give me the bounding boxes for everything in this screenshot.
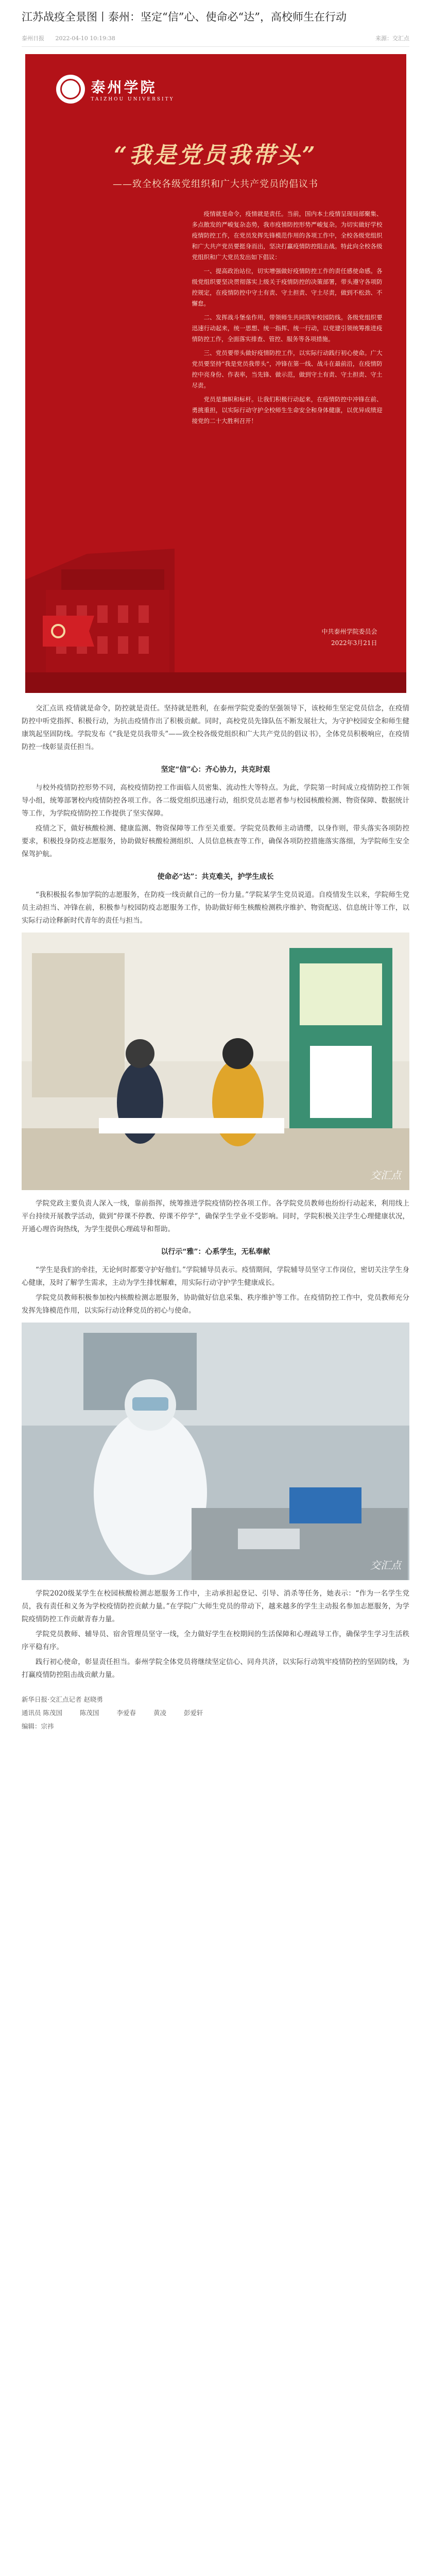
signature-org: 中共泰州学院委员会 [321, 628, 377, 635]
photo-watermark: 交汇点 [370, 1169, 401, 1181]
article-header [0, 0, 431, 47]
section-paragraph: 践行初心使命，彰显责任担当。泰州学院全体党员将继续坚定信心、同舟共济，以实际行动筑牢疫情防控的坚固防线，为打赢疫情防控阻击战贡献力量。 [22, 1658, 409, 1679]
section-heading: 坚定“信”心：齐心协力，共克时艰 [161, 766, 270, 774]
intro-paragraph: 交汇点讯 疫情就是命令，防控就是责任。坚持就是胜利，在泰州学院党委的坚强领导下，该校师生坚定党员信念，在疫情防控中听党指挥、积极行动，为抗击疫情作出了积极贡献。同时，高校党员先锋队伍不断发展壮大，为守护校园安全和师生健康筑起坚固防线。学院发布《“我是党员我带头”——致全校各级党组织和广大共产党员的倡议书》，全体党员积极响应，在疫情防控一线彰显责任担当。 [22, 704, 409, 751]
initiative-poster [25, 54, 406, 693]
contributor: 李爱春 [116, 1709, 136, 1717]
section-paragraph: “我积极报名参加学院的志愿服务，在防疫一线贡献自己的一份力量。”学院某学生党员说道。自疫情发生以来，学院师生党员主动担当、冲锋在前，积极参与校园防疫志愿服务工作，协助做好师生核酸检测秩序维护、物资配送、信息统计等工作，以实际行动诠释新时代青年的责任与担当。 [22, 891, 409, 925]
signature-date: 2022年3月21日 [331, 639, 377, 647]
poster-body [192, 209, 383, 430]
poster-paragraph: 一、提高政治站位，切实增强做好疫情防控工作的责任感使命感。各级党组织要坚决贯彻落实上级关于疫情防控的决策部署，带头遵守各项防控规定，在疫情防控中守土有责、守土担责、守土尽责，做到不松劲、不懈怠。 [192, 267, 383, 307]
section-heading: 使命必“达”：共克难关，护学生成长 [157, 873, 274, 881]
section-paragraph: “学生是我们的牵挂，无论何时都要守护好他们。”学院辅导员表示。疫情期间，学院辅导员坚守工作岗位，密切关注学生身心健康，及时了解学生需求，主动为学生排忧解难，用实际行动守护学生健康成长。 [22, 1266, 409, 1287]
section-paragraph: 与校外疫情防控形势不同，高校疫情防控工作面临人员密集、流动性大等特点。为此，学院第一时间成立疫情防控工作领导小组，统筹部署校内疫情防控各项工作。各二级党组织迅速行动，组织党员志愿者参与校园核酸检测、物资保障、数据统计等工作，为学院疫情防控工作提供了坚实保障。 [22, 784, 409, 818]
consultation-photo-image [22, 933, 409, 1190]
section-paragraph: 疫情之下，做好核酸检测、健康监测、物资保障等工作至关重要。学院党员教师主动请缨，以身作则，带头落实各项防控要求，积极投身防疫志愿服务，协助做好核酸检测组织、人员信息核查等工作，确保各项防控措施落实落细，为学院师生安全保驾护航。 [22, 824, 409, 858]
article-date: 2022-04-10 10:19:38 [55, 35, 115, 42]
school-emblem-icon [56, 75, 85, 104]
poster-slogan: “我是党员我带头” [114, 142, 317, 168]
poster-signature [321, 626, 377, 649]
section-paragraph: 学院党政主要负责人深入一线，靠前指挥，统筹推进学院疫情防控各项工作。各学院党员教师也纷纷行动起来，利用线上平台持续开展教学活动，做到“停课不停教、停课不停学”，确保学生学业不受影响。同时，学院积极关注学生心理健康状况，开通心理咨询热线，为学生提供心理疏导和帮助。 [22, 1199, 409, 1233]
poster-paragraph: 党员是旗帜和标杆。让我们积极行动起来，在疫情防控中冲锋在前、勇挑重担，以实际行动守护全校师生生命安全和身体健康，以优异成绩迎接党的二十大胜利召开！ [192, 396, 383, 425]
section-paragraph: 学院党员教师、辅导员、宿舍管理员坚守一线，全力做好学生在校期间的生活保障和心理疏导工作，确保学生学习生活秩序平稳有序。 [22, 1630, 409, 1651]
school-name-en: TAIZHOU UNIVERSITY [91, 97, 175, 102]
school-name-cn: 泰州学院 [91, 79, 157, 96]
photo-testing [22, 1323, 409, 1580]
poster-paragraph: 疫情就是命令，疫情就是责任。当前，国内本土疫情呈现局部聚集、多点散发的严峻复杂态势，我市疫情防控形势严峻复杂。为切实做好学校疫情防控工作，在党员发挥先锋模范作用的各项工作中，全校各级党组织和广大共产党员要挺身而出，坚决打赢疫情防控阻击战。特此向全校各级党组织和广大党员发出如下倡议： [192, 210, 383, 261]
article-title: 江苏战疫全景图丨泰州：坚定“信”心、使命必“达”，高校师生在行动 [22, 11, 347, 23]
section-paragraph: 学院2020级某学生在校园核酸检测志愿服务工作中，主动承担起登记、引导、消杀等任务，她表示：“作为一名学生党员，我有责任和义务为学校疫情防控贡献力量。”在学院广大师生党员的带动下，越来越多的学生主动报名参加志愿服务，为学院疫情防控工作贡献青春力量。 [22, 1589, 409, 1623]
article-origin: 来源：交汇点 [375, 35, 409, 42]
section-paragraph: 学院党员教师积极参加校内核酸检测志愿服务，协助做好信息采集、秩序维护等工作。在疫情防控工作中，党员教师充分发挥先锋模范作用，以实际行动诠释党员的初心与使命。 [22, 1294, 409, 1315]
article-meta [22, 28, 409, 47]
school-logo [56, 75, 175, 104]
contributor: 陈茂国 [79, 1709, 99, 1717]
footer-credits: 新华日报·交汇点记者 赵晓勇 [22, 1696, 103, 1703]
contributor: 黄凌 [153, 1709, 166, 1717]
campus-building-illustration [25, 507, 406, 693]
contributor: 彭爱轩 [183, 1709, 203, 1717]
article-content [0, 702, 431, 1733]
article-source: 泰州日报 [22, 35, 44, 42]
poster-subtitle: ——致全校各级党组织和广大共产党员的倡议书 [113, 179, 318, 190]
party-flag-icon [38, 611, 99, 652]
footer-editor: 编辑：宗祎 [22, 1722, 54, 1730]
footer-contributors [22, 1706, 409, 1720]
poster-paragraph: 二、发挥战斗堡垒作用，带领师生共同筑牢校园防线。各级党组织要迅速行动起来，统一思想、统一指挥、统一行动，以党建引领统筹推进疫情防控工作，全面落实排查、管控、服务等各项措施。 [192, 314, 383, 343]
photo-watermark: 交汇点 [370, 1559, 401, 1571]
photo-consultation [22, 933, 409, 1190]
poster-paragraph: 三、党员要带头做好疫情防控工作，以实际行动践行初心使命。广大党员要坚持“我是党员我带头”，冲锋在第一线、战斗在最前沿，在疫情防控中亮身份、作表率，当先锋、做示范，做到守土有责、守土担责、守土尽责。 [192, 349, 383, 389]
section-heading: 以行示“雅”：心系学生，无私奉献 [161, 1248, 270, 1256]
testing-photo-image [22, 1323, 409, 1580]
article-footer [22, 1693, 409, 1733]
contributor: 通讯员 陈茂国 [22, 1709, 62, 1717]
